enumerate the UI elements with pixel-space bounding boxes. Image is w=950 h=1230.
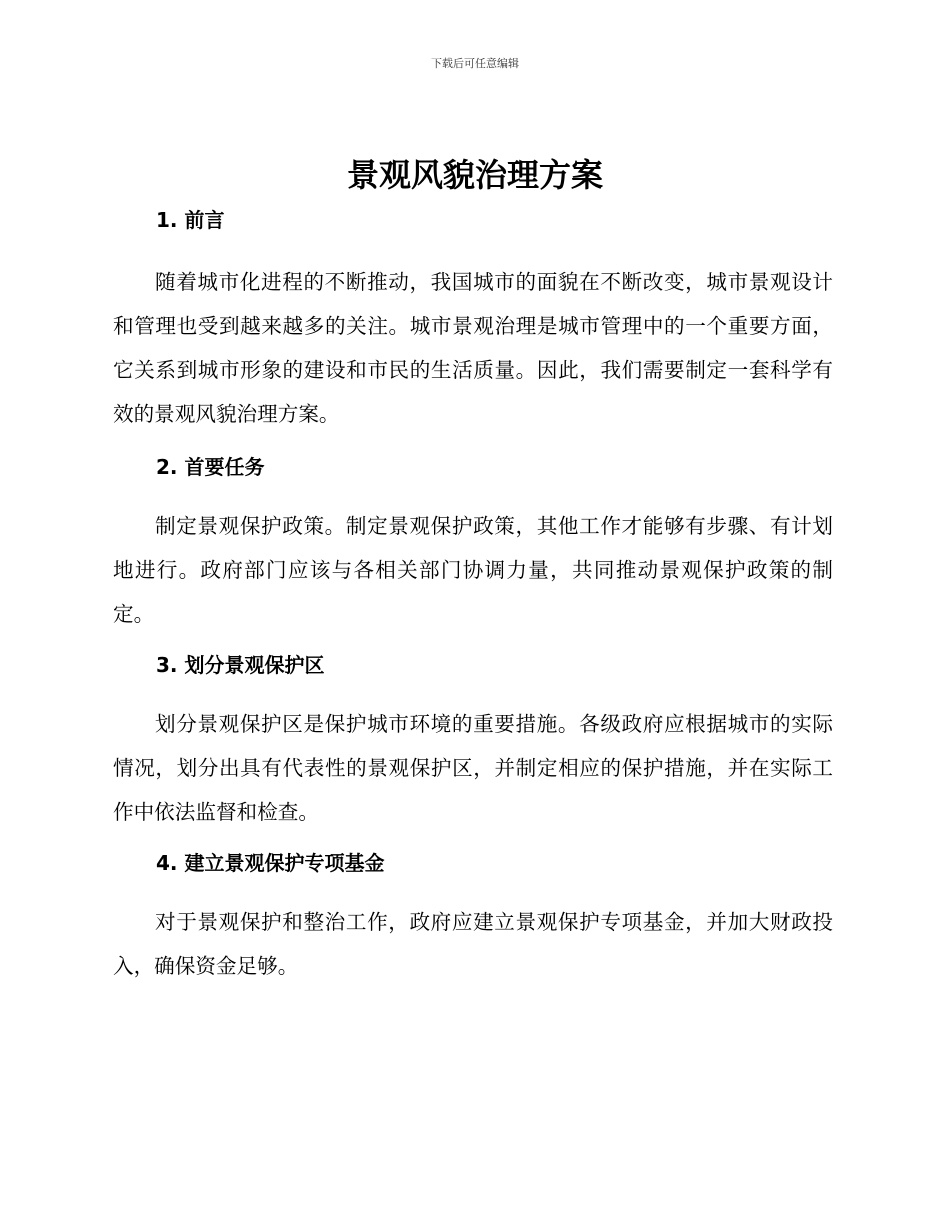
section-heading-special-fund: 4. 建立景观保护专项基金 xyxy=(156,851,385,875)
section-paragraph-primary-task: 制定景观保护政策。制定景观保护政策，其他工作才能够有步骤、有计划地进行。政府部门应该与各相关部门协调力量，共同推动景观保护政策的制定。 xyxy=(113,514,833,626)
section-paragraph-special-fund: 对于景观保护和整治工作，政府应建立景观保护专项基金，并加大财政投入，确保资金足够。 xyxy=(113,910,833,978)
section-paragraph-preface: 随着城市化进程的不断推动，我国城市的面貌在不断改变，城市景观设计和管理也受到越来越多的关注。城市景观治理是城市管理中的一个重要方面，它关系到城市形象的建设和市民的生活质量。因此，我们需要制定一套科学有效的景观风貌治理方案。 xyxy=(113,270,833,426)
section-heading-preface: 1. 前言 xyxy=(156,208,225,232)
header-note: 下载后可任意编辑 xyxy=(431,57,519,70)
section-paragraph-protection-zones: 划分景观保护区是保护城市环境的重要措施。各级政府应根据城市的实际情况，划分出具有代表性的景观保护区，并制定相应的保护措施，并在实际工作中依法监督和检查。 xyxy=(113,712,833,824)
section-heading-protection-zones: 3. 划分景观保护区 xyxy=(156,653,325,677)
document-body xyxy=(113,202,833,988)
section-heading-primary-task: 2. 首要任务 xyxy=(156,455,265,479)
document-title: 景观风貌治理方案 xyxy=(346,156,603,194)
